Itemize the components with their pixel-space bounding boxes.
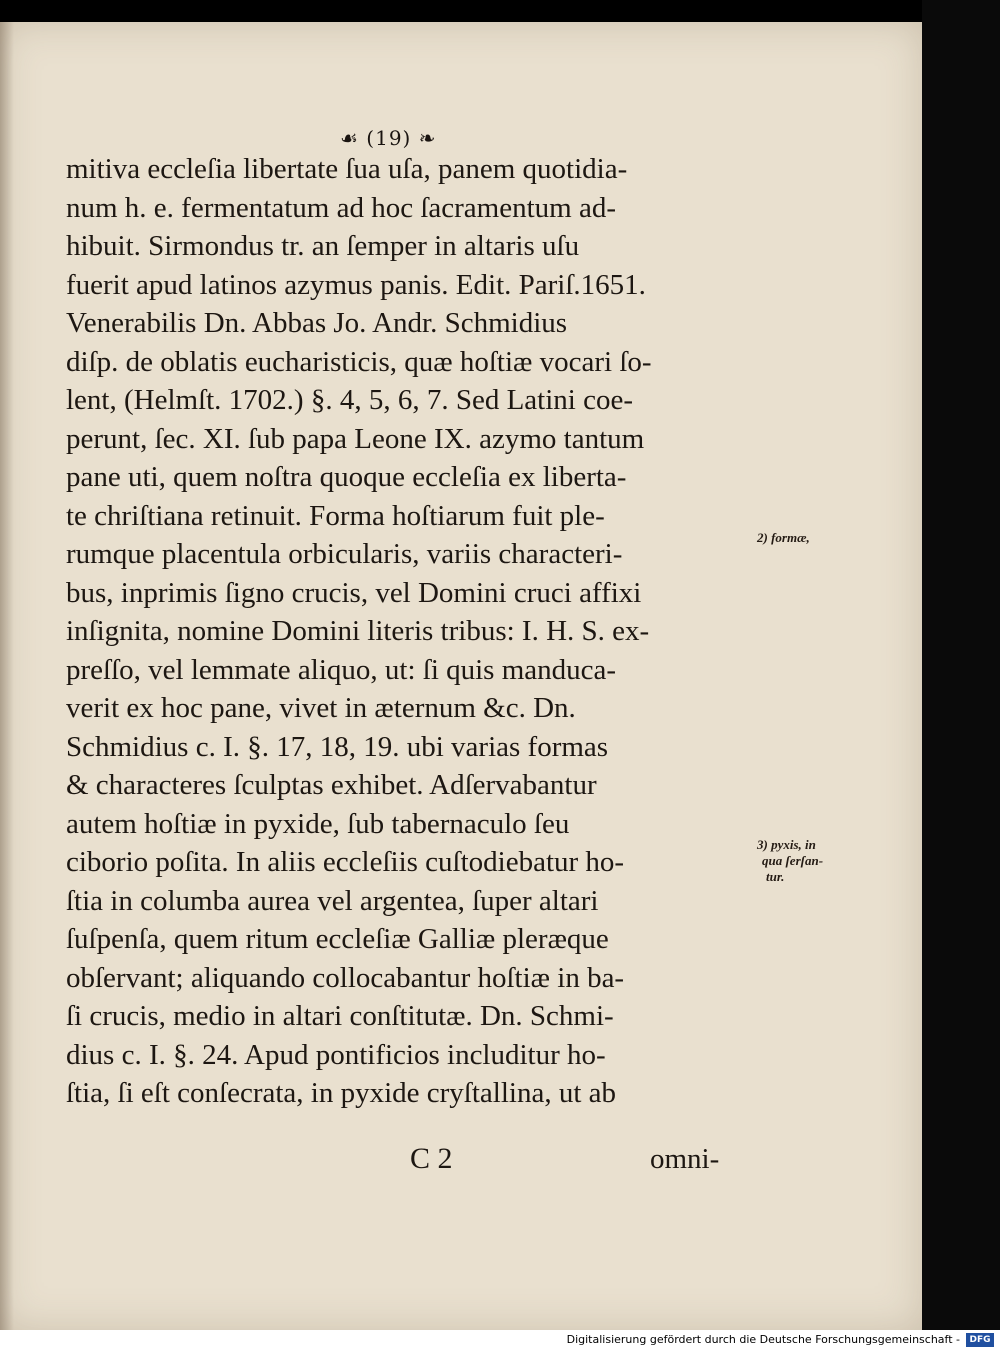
text-line: lent, (Helmſt. 1702.) §. 4, 5, 6, 7. Sed Latini coe- <box>66 384 634 416</box>
text-line: verit ex hoc pane, vivet in æternum &c. Dn. <box>66 692 576 724</box>
text-line: ſtia, ſi eſt conſecrata, in pyxide cryſtallina, ut ab <box>66 1077 616 1109</box>
ornament-left-icon: ☙ <box>340 126 359 150</box>
text-line: ciborio poſita. In aliis eccleſiis cuſtodiebatur ho- <box>66 846 625 878</box>
margin-note-forma: 2) formæ, <box>757 530 810 545</box>
text-line: obſervant; aliquando collocabantur hoſtiæ in ba- <box>66 961 625 994</box>
text-line: & characteres ſculptas exhibet. Adſervabantur <box>66 769 597 801</box>
text-line: ſi crucis, medio in altari conſtitutæ. Dn. Schmi- <box>66 1000 614 1032</box>
text-line: fuerit apud latinos azymus panis. Edit. Pariſ.1651. <box>66 268 646 301</box>
page-header <box>340 126 436 150</box>
text-line: inſignita, nomine Domini literis tribus: I. H. S. ex- <box>66 615 650 647</box>
text-line: bus, inprimis ſigno crucis, vel Domini cruci affixi <box>66 576 642 609</box>
margin-note-pyxis: 3) pyxis, in <box>757 837 816 852</box>
text-line: mitiva eccleſia libertate ſua uſa, panem quotidia- <box>66 153 628 185</box>
signature-mark: C 2 <box>410 1142 453 1175</box>
text-line: Schmidius c. I. §. 17, 18, 19. ubi varias formas <box>66 730 609 763</box>
footer-bar <box>0 1330 1000 1351</box>
catchword: omni- <box>650 1143 720 1175</box>
text-line: pane uti, quem noſtra quoque eccleſia ex liberta- <box>66 461 627 493</box>
text-line: ſuſpenſa, quem ritum eccleſiæ Galliæ pleræque <box>66 923 609 955</box>
text-line: te chriſtiana retinuit. Forma hoſtiarum fuit ple- <box>66 499 605 532</box>
text-line: rumque placentula orbicularis, variis characteri- <box>66 538 623 570</box>
footer-credit: Digitalisierung gefördert durch die Deutsche Forschungsgemeinschaft - <box>566 1333 960 1346</box>
page-number: (19) <box>366 126 412 150</box>
text-line: autem hoſtiæ in pyxide, ſub tabernaculo ſeu <box>66 807 570 840</box>
margin-note-pyxis-2: qua ſerſan- <box>762 853 824 868</box>
text-line: preſſo, vel lemmate aliquo, ut: ſi quis manduca- <box>66 653 617 686</box>
text-line: perunt, ſec. XI. ſub papa Leone IX. azymo tantum <box>66 422 645 455</box>
scan-border <box>922 0 1000 1330</box>
dfg-logo: DFG <box>966 1333 994 1347</box>
text-line: hibuit. Sirmondus tr. an ſemper in altaris uſu <box>66 230 580 262</box>
ornament-right-icon: ❧ <box>418 126 437 150</box>
page-edge-stain <box>0 22 14 1330</box>
text-line: diſp. de oblatis eucharisticis, quæ hoſtiæ vocari ſo- <box>66 345 652 378</box>
text-line: ſtia in columba aurea vel argentea, ſuper altari <box>66 884 599 917</box>
text-line: Venerabilis Dn. Abbas Jo. Andr. Schmidius <box>66 307 568 339</box>
margin-note-pyxis-3: tur. <box>766 869 785 884</box>
text-line: num h. e. fermentatum ad hoc ſacramentum ad- <box>66 191 616 224</box>
text-line: dius c. I. §. 24. Apud pontificios includitur ho- <box>66 1038 606 1071</box>
